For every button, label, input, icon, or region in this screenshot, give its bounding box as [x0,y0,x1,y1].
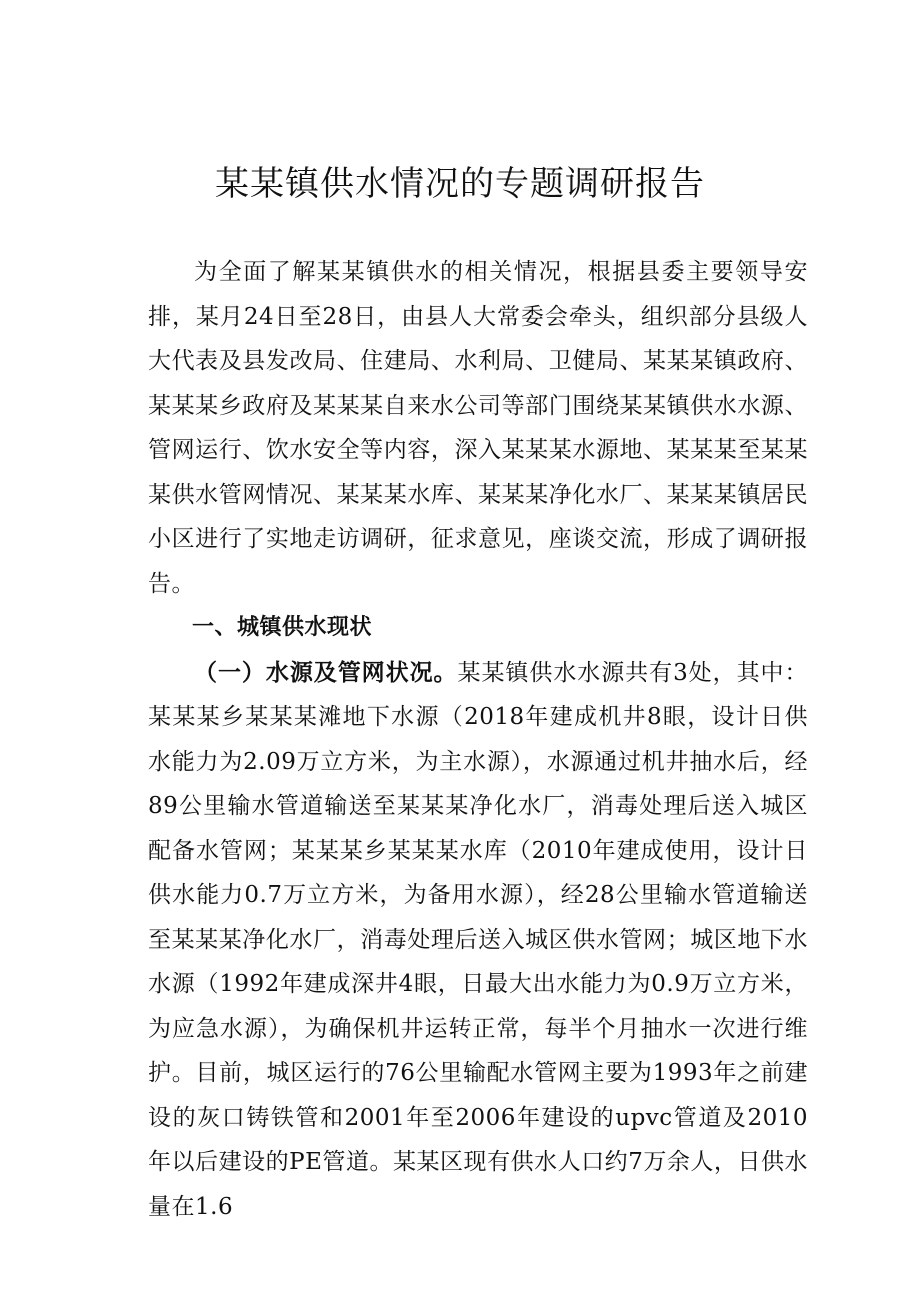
subsection-paragraph-1 [148,651,808,1230]
document-body [148,250,808,1229]
intro-paragraph: 为全面了解某某镇供水的相关情况，根据县委主要领导安排，某月24日至28日，由县人大常委会牵头，组织部分县级人大代表及县发改局、住建局、水利局、卫健局、某某某镇政府、某某某乡政府及某某某自来水公司等部门围绕某某镇供水水源、管网运行、饮水安全等内容，深入某某某水源地、某某某至某某某供水管网情况、某某某水库、某某某净化水厂、某某某镇居民小区进行了实地走访调研，征求意见，座谈交流，形成了调研报告。 [148,259,808,597]
subsection-text-1: 某某镇供水水源共有3处，其中：某某某乡某某某滩地下水源（2018年建成机井8眼，设计日供水能力为2.09万立方米，为主水源），水源通过机井抽水后，经89公里输水管道输送至某某某净化水厂，消毒处理后送入城区配备水管网；某某某乡某某某水库（2010年建成使用，设计日供水能力0.7万立方米，为备用水源），经28公里输水管道输送至某某某净化水厂，消毒处理后送入城区供水管网；城区地下水水源（1992年建成深井4眼，日最大出水能力为0.9万立方米，为应急水源），为确保机井运转正常，每半个月抽水一次进行维护。目前，城区运行的76公里输配水管网主要为1993年之前建设的灰口铸铁管和2001年至2006年建设的upvc管道及2010年以后建设的PE管道。某某区现有供水人口约7万余人，日供水量在1.6 [148,659,808,1220]
document-title: 某某镇供水情况的专题调研报告 [215,164,705,204]
section-heading-1: 一、城镇供水现状 [192,615,373,640]
subsection-lead-1: （一）水源及管网状况。 [194,659,458,686]
